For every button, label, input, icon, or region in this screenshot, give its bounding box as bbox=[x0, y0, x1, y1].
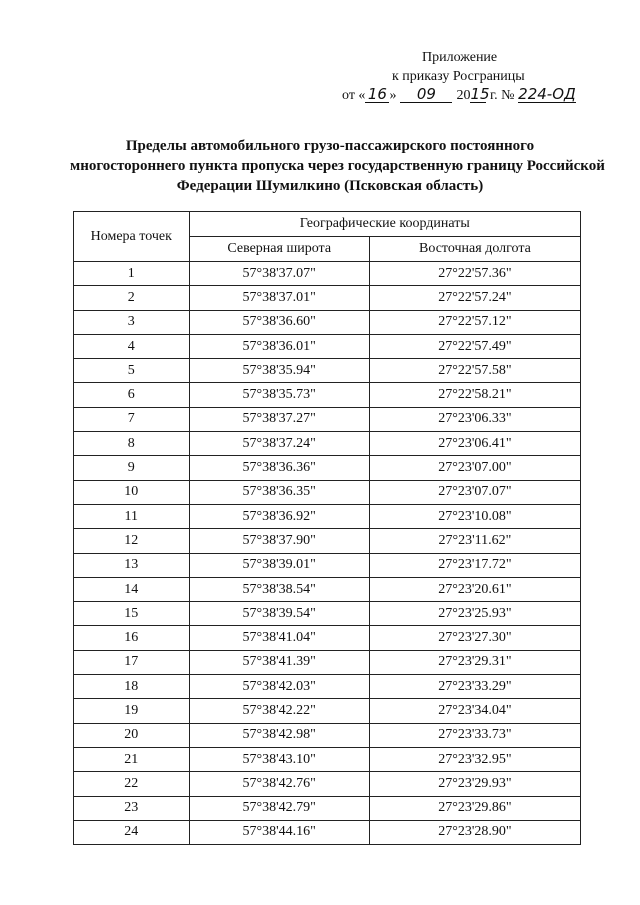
table-row bbox=[74, 675, 581, 699]
point-number-cell: 11 bbox=[74, 504, 190, 528]
longitude-cell: 27°23'28.90" bbox=[369, 820, 580, 844]
latitude-cell: 57°38'36.92" bbox=[189, 504, 369, 528]
latitude-cell: 57°38'38.54" bbox=[189, 577, 369, 601]
longitude-cell: 27°23'10.08" bbox=[369, 504, 580, 528]
table-row bbox=[74, 529, 581, 553]
point-number-cell: 19 bbox=[74, 699, 190, 723]
latitude-cell: 57°38'41.04" bbox=[189, 626, 369, 650]
point-number-cell: 2 bbox=[74, 286, 190, 310]
longitude-cell: 27°22'57.12" bbox=[369, 310, 580, 334]
longitude-cell: 27°23'06.33" bbox=[369, 407, 580, 431]
table-row bbox=[74, 359, 581, 383]
latitude-cell: 57°38'35.94" bbox=[189, 359, 369, 383]
longitude-cell: 27°23'34.04" bbox=[369, 699, 580, 723]
point-number-cell: 7 bbox=[74, 407, 190, 431]
table-row bbox=[74, 383, 581, 407]
handwritten-year: 15 bbox=[470, 85, 490, 103]
table-row bbox=[74, 480, 581, 504]
table-row bbox=[74, 310, 581, 334]
close-quote: » bbox=[389, 88, 397, 103]
longitude-cell: 27°23'17.72" bbox=[369, 553, 580, 577]
latitude-cell: 57°38'42.98" bbox=[189, 723, 369, 747]
longitude-cell: 27°23'32.95" bbox=[369, 747, 580, 771]
longitude-cell: 27°22'57.36" bbox=[369, 262, 580, 286]
header-east-longitude: Восточная долгота bbox=[369, 237, 580, 262]
point-number-cell: 16 bbox=[74, 626, 190, 650]
latitude-cell: 57°38'44.16" bbox=[189, 820, 369, 844]
order-date-line bbox=[342, 86, 576, 105]
table-row bbox=[74, 577, 581, 601]
point-number-cell: 24 bbox=[74, 820, 190, 844]
latitude-cell: 57°38'43.10" bbox=[189, 747, 369, 771]
title-line-1: Пределы автомобильного грузо-пассажирского постоянного bbox=[125, 138, 535, 154]
longitude-cell: 27°23'07.00" bbox=[369, 456, 580, 480]
table-row bbox=[74, 747, 581, 771]
handwritten-order-number: 224-ОД bbox=[518, 85, 576, 103]
point-number-cell: 3 bbox=[74, 310, 190, 334]
latitude-cell: 57°38'37.27" bbox=[189, 407, 369, 431]
table-row bbox=[74, 772, 581, 796]
latitude-cell: 57°38'35.73" bbox=[189, 383, 369, 407]
year-unit-label: г. № bbox=[489, 88, 515, 103]
point-number-cell: 15 bbox=[74, 602, 190, 626]
point-number-cell: 20 bbox=[74, 723, 190, 747]
table-row bbox=[74, 650, 581, 674]
longitude-cell: 27°23'29.86" bbox=[369, 796, 580, 820]
table-row bbox=[74, 286, 581, 310]
longitude-cell: 27°23'11.62" bbox=[369, 529, 580, 553]
table-row bbox=[74, 334, 581, 358]
header-north-latitude: Северная широта bbox=[189, 237, 369, 262]
table-row bbox=[74, 796, 581, 820]
document-title bbox=[70, 136, 605, 196]
longitude-cell: 27°23'27.30" bbox=[369, 626, 580, 650]
table-row bbox=[74, 699, 581, 723]
table-row bbox=[74, 602, 581, 626]
latitude-cell: 57°38'37.01" bbox=[189, 286, 369, 310]
latitude-cell: 57°38'39.01" bbox=[189, 553, 369, 577]
longitude-cell: 27°22'57.24" bbox=[369, 286, 580, 310]
longitude-cell: 27°23'06.41" bbox=[369, 432, 580, 456]
longitude-cell: 27°23'29.93" bbox=[369, 772, 580, 796]
title-line-3: Федерации Шумилкино (Псковская область) bbox=[176, 178, 484, 194]
table-row bbox=[74, 407, 581, 431]
longitude-cell: 27°22'57.49" bbox=[369, 334, 580, 358]
longitude-cell: 27°22'58.21" bbox=[369, 383, 580, 407]
point-number-cell: 18 bbox=[74, 675, 190, 699]
title-line-2: многостороннего пункта пропуска через государственную границу Российской bbox=[70, 158, 605, 174]
point-number-cell: 12 bbox=[74, 529, 190, 553]
longitude-cell: 27°22'57.58" bbox=[369, 359, 580, 383]
point-number-cell: 6 bbox=[74, 383, 190, 407]
table-row bbox=[74, 432, 581, 456]
point-number-cell: 21 bbox=[74, 747, 190, 771]
table-body bbox=[74, 262, 581, 845]
order-reference: к приказу Росграницы bbox=[392, 69, 525, 84]
point-number-cell: 13 bbox=[74, 553, 190, 577]
handwritten-month: 09 bbox=[400, 86, 452, 103]
from-label: от « bbox=[342, 88, 366, 103]
table-row bbox=[74, 262, 581, 286]
header-geo-coordinates: Географические координаты bbox=[189, 212, 580, 237]
table-row bbox=[74, 626, 581, 650]
longitude-cell: 27°23'07.07" bbox=[369, 480, 580, 504]
point-number-cell: 17 bbox=[74, 650, 190, 674]
latitude-cell: 57°38'42.79" bbox=[189, 796, 369, 820]
longitude-cell: 27°23'33.73" bbox=[369, 723, 580, 747]
point-number-cell: 4 bbox=[74, 334, 190, 358]
header-point-numbers: Номера точек bbox=[74, 212, 190, 262]
year-prefix: 20 bbox=[456, 88, 471, 103]
longitude-cell: 27°23'29.31" bbox=[369, 650, 580, 674]
latitude-cell: 57°38'37.07" bbox=[189, 262, 369, 286]
latitude-cell: 57°38'37.24" bbox=[189, 432, 369, 456]
appendix-label: Приложение bbox=[422, 50, 498, 65]
longitude-cell: 27°23'20.61" bbox=[369, 577, 580, 601]
longitude-cell: 27°23'33.29" bbox=[369, 675, 580, 699]
point-number-cell: 5 bbox=[74, 359, 190, 383]
latitude-cell: 57°38'36.36" bbox=[189, 456, 369, 480]
point-number-cell: 9 bbox=[74, 456, 190, 480]
coordinates-table bbox=[73, 211, 581, 845]
table-row bbox=[74, 723, 581, 747]
latitude-cell: 57°38'36.35" bbox=[189, 480, 369, 504]
point-number-cell: 14 bbox=[74, 577, 190, 601]
point-number-cell: 10 bbox=[74, 480, 190, 504]
table-row bbox=[74, 820, 581, 844]
point-number-cell: 22 bbox=[74, 772, 190, 796]
latitude-cell: 57°38'42.76" bbox=[189, 772, 369, 796]
point-number-cell: 8 bbox=[74, 432, 190, 456]
latitude-cell: 57°38'36.01" bbox=[189, 334, 369, 358]
table-row bbox=[74, 456, 581, 480]
latitude-cell: 57°38'41.39" bbox=[189, 650, 369, 674]
point-number-cell: 23 bbox=[74, 796, 190, 820]
point-number-cell: 1 bbox=[74, 262, 190, 286]
longitude-cell: 27°23'25.93" bbox=[369, 602, 580, 626]
latitude-cell: 57°38'36.60" bbox=[189, 310, 369, 334]
latitude-cell: 57°38'42.03" bbox=[189, 675, 369, 699]
latitude-cell: 57°38'42.22" bbox=[189, 699, 369, 723]
handwritten-day: 16 bbox=[365, 86, 389, 103]
table-row bbox=[74, 504, 581, 528]
table-row bbox=[74, 553, 581, 577]
latitude-cell: 57°38'37.90" bbox=[189, 529, 369, 553]
latitude-cell: 57°38'39.54" bbox=[189, 602, 369, 626]
